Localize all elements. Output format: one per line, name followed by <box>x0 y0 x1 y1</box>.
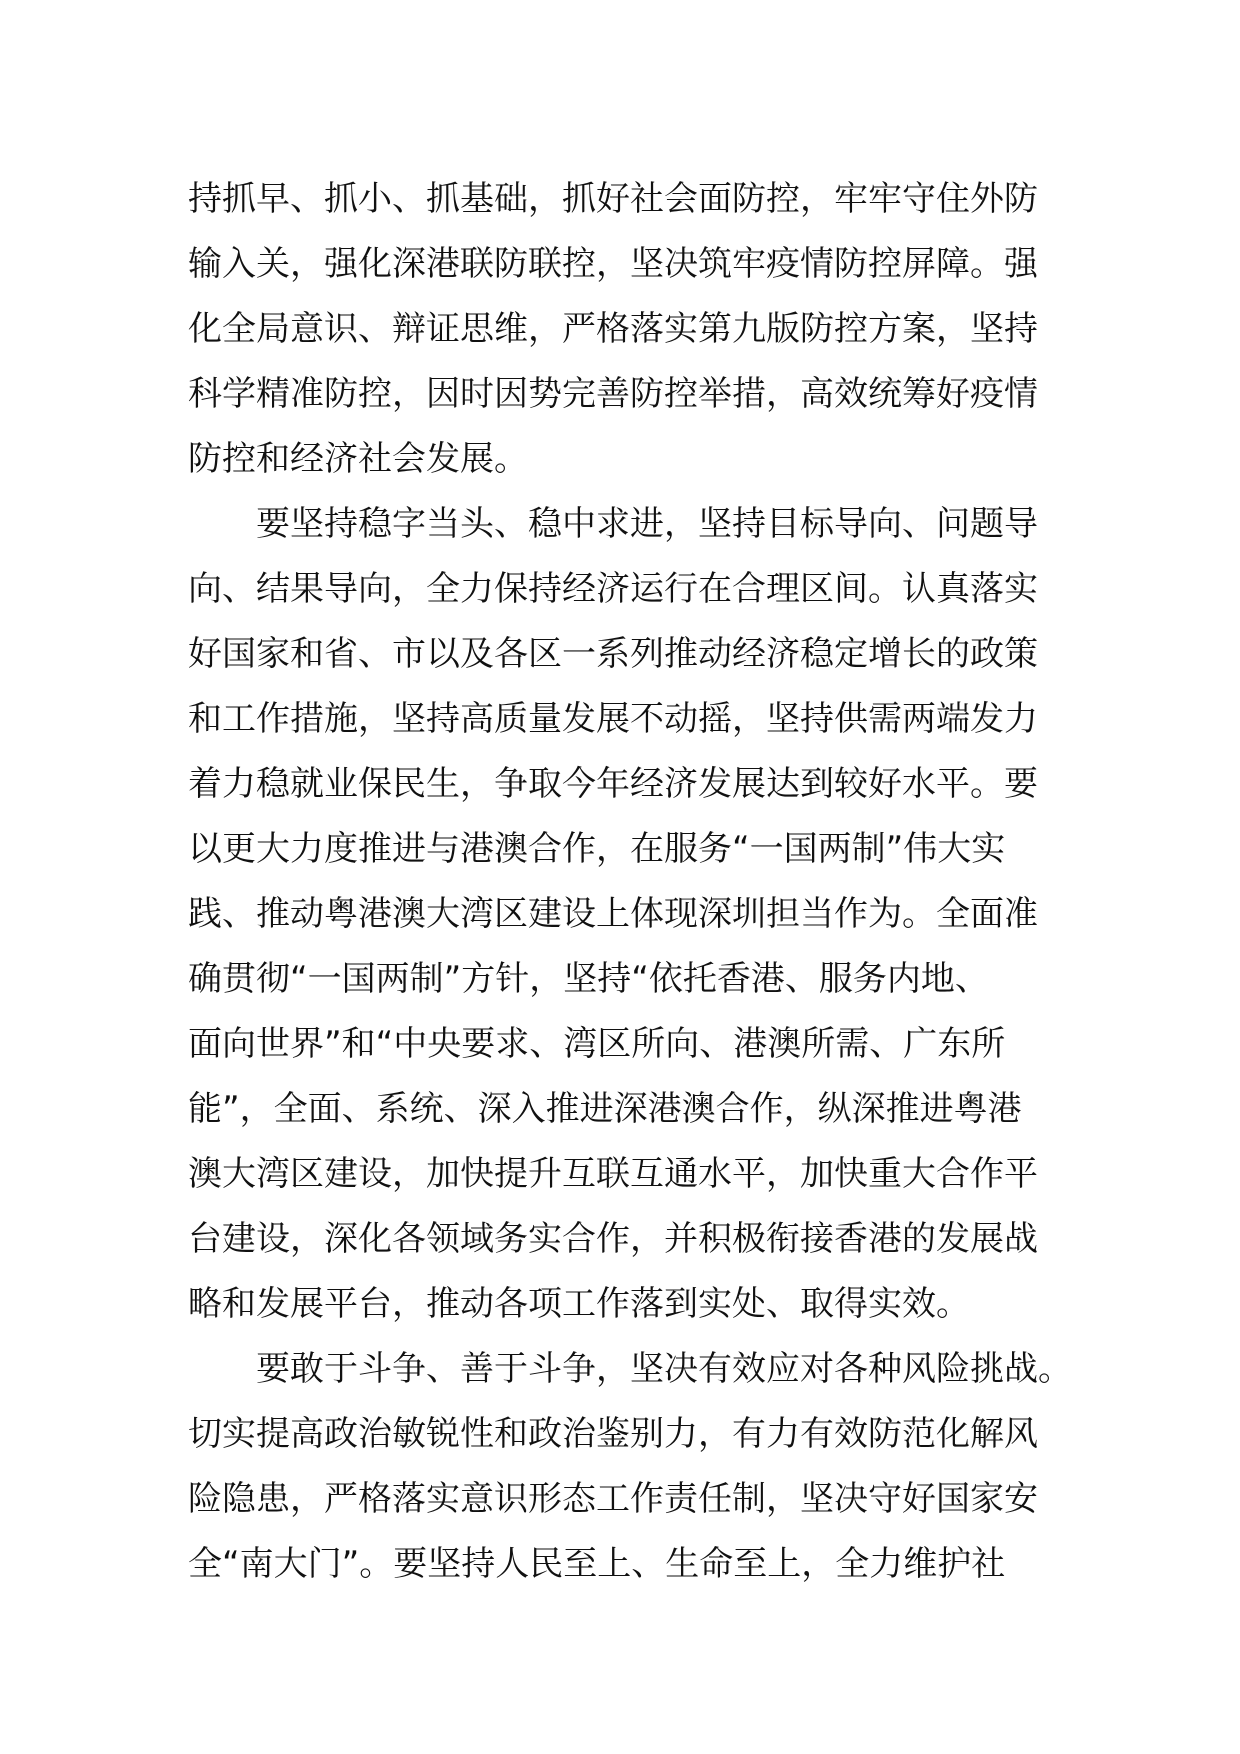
text-line: 全“南大门”。要坚持人民至上、生命至上，全力维护社 <box>188 1544 1006 1584</box>
text-line: 要坚持稳字当头、稳中求进，坚持目标导向、问题导 <box>188 504 1038 544</box>
text-line: 切实提高政治敏锐性和政治鉴别力，有力有效防范化解风 <box>188 1414 1038 1454</box>
text-line: 践、推动粤港澳大湾区建设上体现深圳担当作为。全面准 <box>188 894 1038 934</box>
text-line: 着力稳就业保民生，争取今年经济发展达到较好水平。要 <box>188 764 1038 804</box>
text-line: 略和发展平台，推动各项工作落到实处、取得实效。 <box>188 1284 970 1324</box>
text-line: 面向世界”和“中央要求、湾区所向、港澳所需、广东所 <box>188 1024 1006 1064</box>
text-line: 化全局意识、辩证思维，严格落实第九版防控方案，坚持 <box>188 309 1038 349</box>
text-line: 险隐患，严格落实意识形态工作责任制，坚决守好国家安 <box>188 1479 1038 1519</box>
text-line: 防控和经济社会发展。 <box>188 439 528 479</box>
text-line: 要敢于斗争、善于斗争，坚决有效应对各种风险挑战。 <box>188 1349 1072 1389</box>
text-line: 以更大力度推进与港澳合作，在服务“一国两制”伟大实 <box>188 829 1006 869</box>
text-line: 好国家和省、市以及各区一系列推动经济稳定增长的政策 <box>188 634 1038 674</box>
body-text <box>188 167 1088 1597</box>
text-line: 向、结果导向，全力保持经济运行在合理区间。认真落实 <box>188 569 1038 609</box>
text-line: 科学精准防控，因时因势完善防控举措，高效统筹好疫情 <box>188 374 1038 414</box>
text-line: 澳大湾区建设，加快提升互联互通水平，加快重大合作平 <box>188 1154 1038 1194</box>
text-line: 持抓早、抓小、抓基础，抓好社会面防控，牢牢守住外防 <box>188 179 1038 219</box>
text-line: 台建设，深化各领域务实合作，并积极衔接香港的发展战 <box>188 1219 1038 1259</box>
text-line: 能”，全面、系统、深入推进深港澳合作，纵深推进粤港 <box>188 1089 1022 1129</box>
text-line: 输入关，强化深港联防联控，坚决筑牢疫情防控屏障。强 <box>188 244 1038 284</box>
text-line: 和工作措施，坚持高质量发展不动摇，坚持供需两端发力 <box>188 699 1038 739</box>
text-line: 确贯彻“一国两制”方针，坚持“依托香港、服务内地、 <box>188 959 989 999</box>
